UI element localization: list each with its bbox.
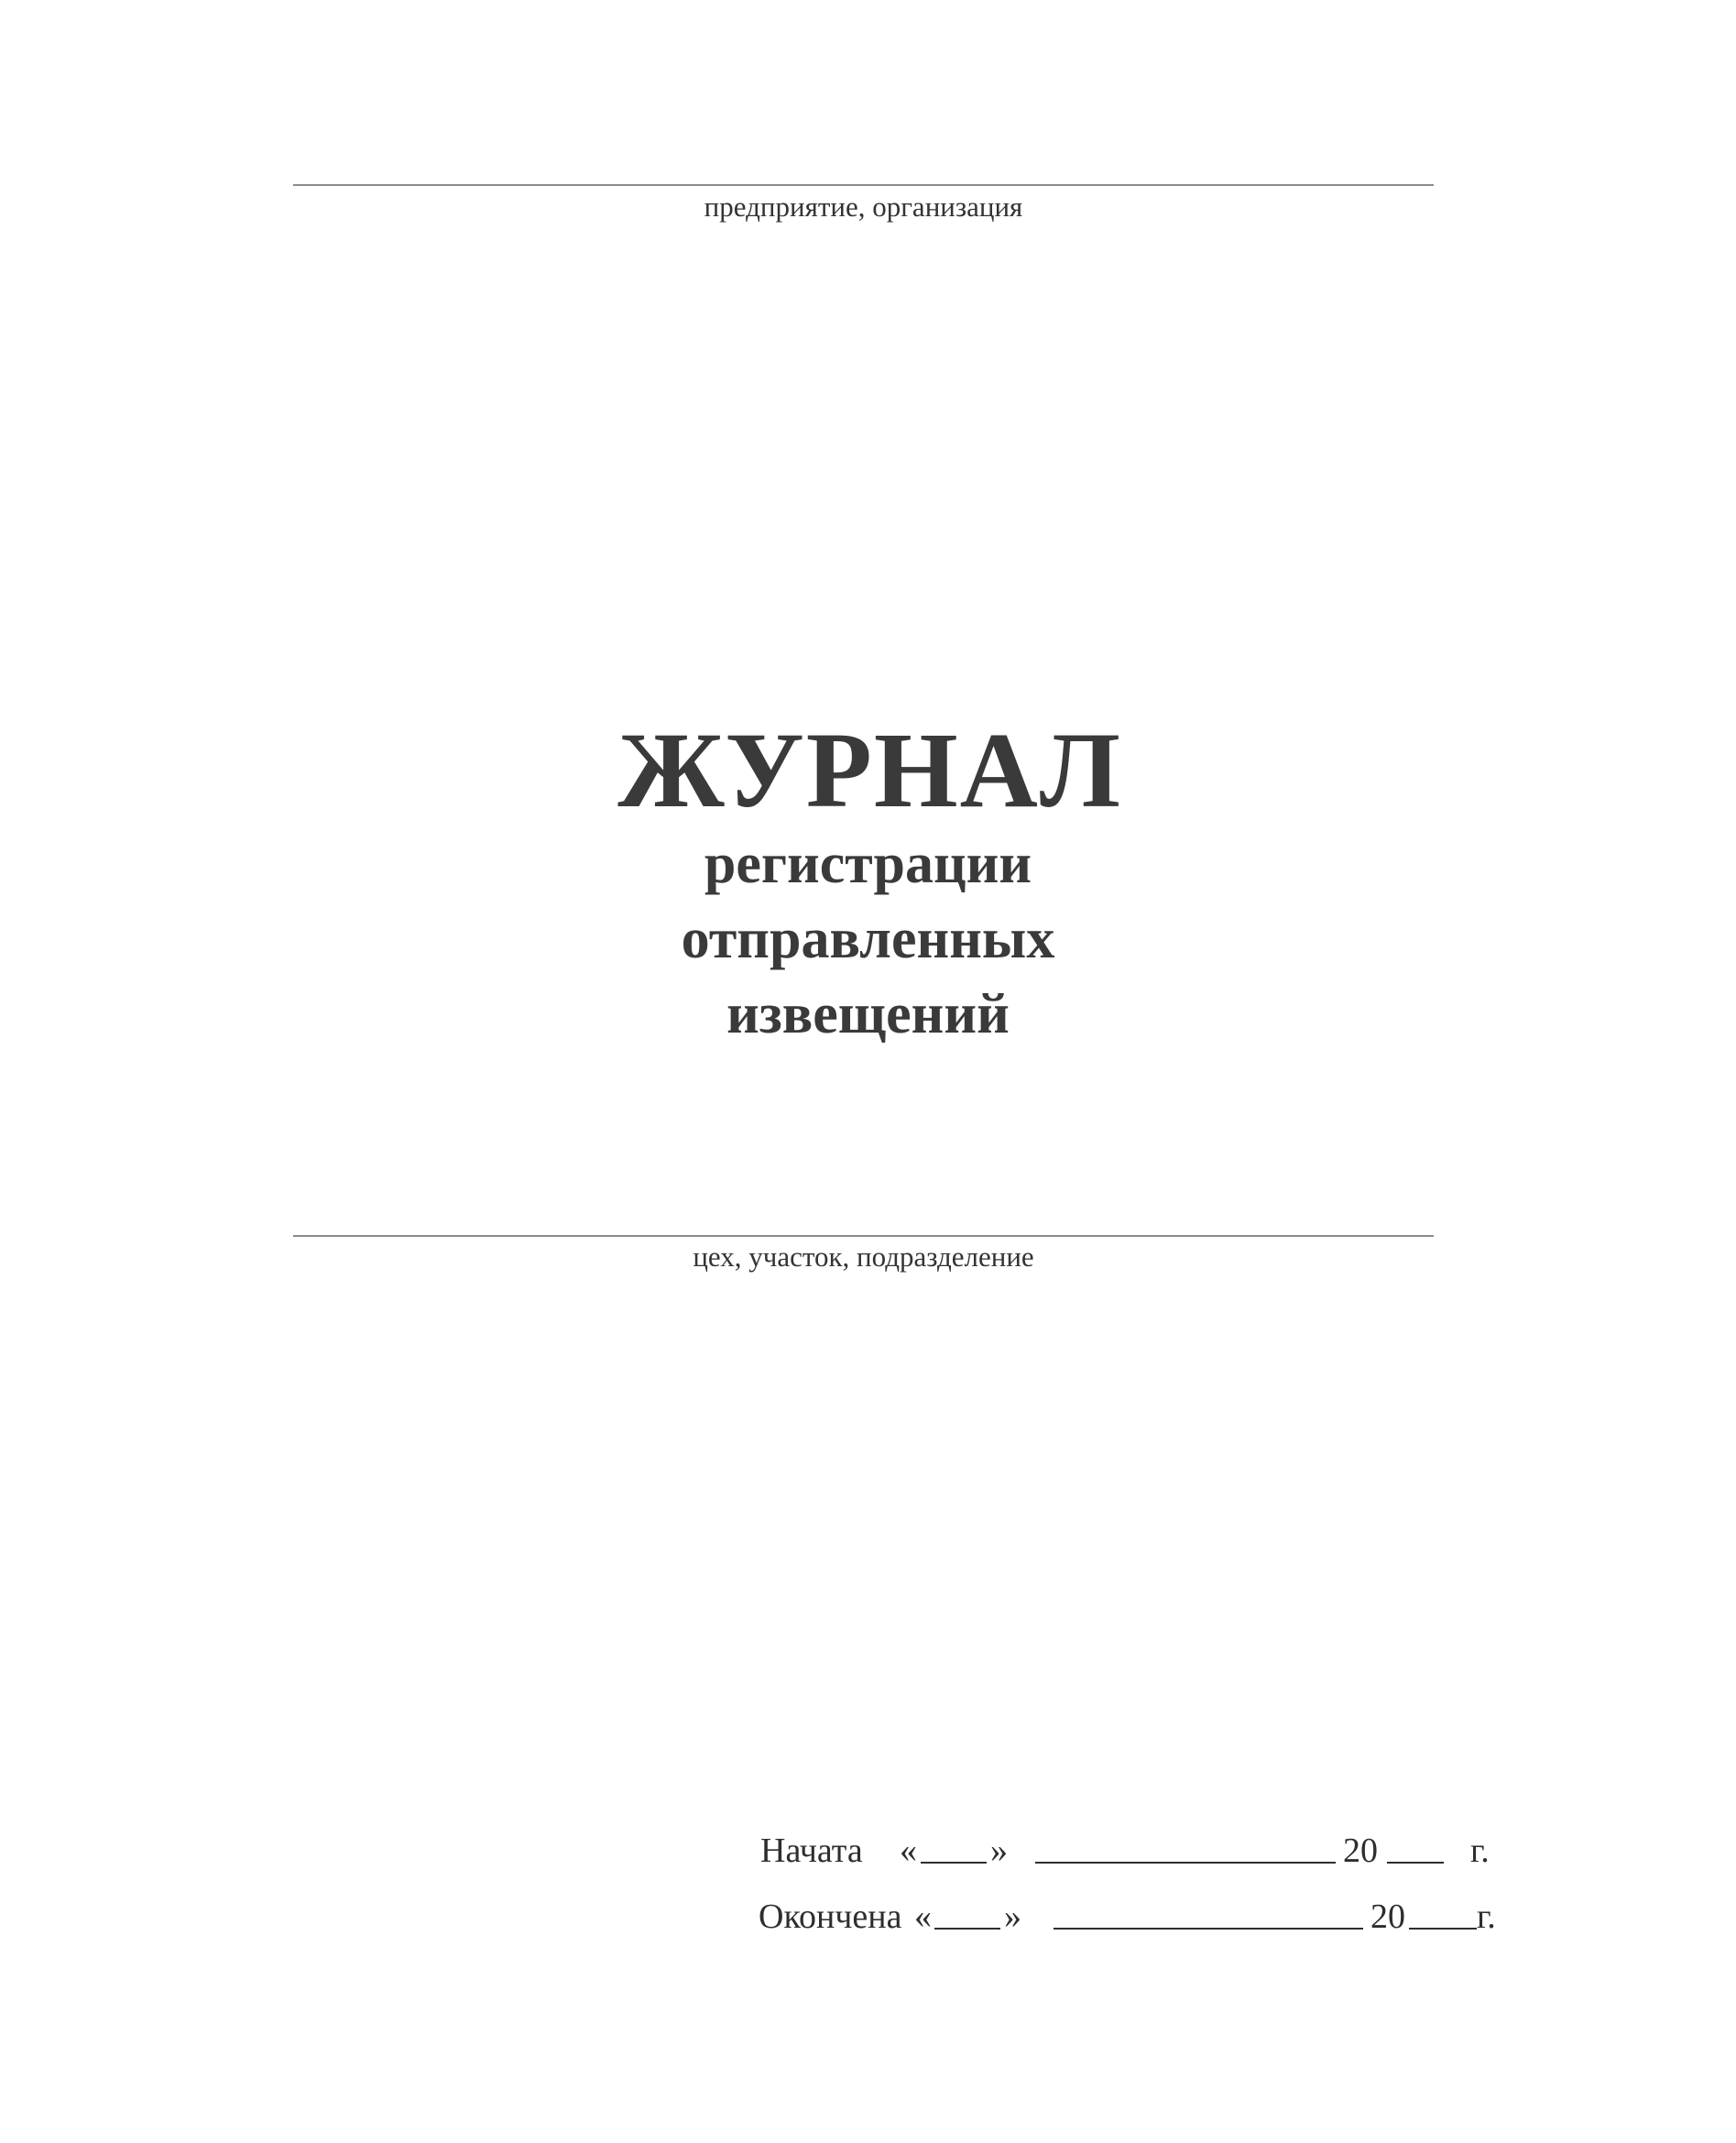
- date-finished-close-quote: »: [1004, 1897, 1021, 1936]
- title-line-1: регистрации: [704, 833, 1032, 895]
- date-finished-year-suffix: г.: [1477, 1897, 1496, 1936]
- date-started-year-prefix: 20: [1343, 1831, 1378, 1870]
- date-started-label: Начата: [760, 1831, 863, 1870]
- date-started-open-quote: «: [900, 1831, 917, 1870]
- title-line-2: отправленных: [681, 908, 1055, 970]
- subdivision-caption: цех, участок, подразделение: [693, 1241, 1034, 1273]
- date-started-day-blank[interactable]: [921, 1831, 987, 1864]
- date-finished-year-prefix: 20: [1370, 1897, 1405, 1936]
- date-started-close-quote: »: [990, 1831, 1008, 1870]
- subdivision-line: [293, 1235, 1434, 1237]
- title-block: [0, 710, 1736, 1052]
- date-started-year-suffix: г.: [1470, 1831, 1490, 1870]
- date-finished-open-quote: «: [914, 1897, 932, 1936]
- organization-caption: предприятие, организация: [704, 191, 1023, 223]
- journal-title: ЖУРНАЛ: [617, 710, 1122, 830]
- title-line-3: извещений: [726, 983, 1010, 1045]
- organization-line: [293, 184, 1434, 186]
- date-finished-label: Окончена: [759, 1897, 902, 1936]
